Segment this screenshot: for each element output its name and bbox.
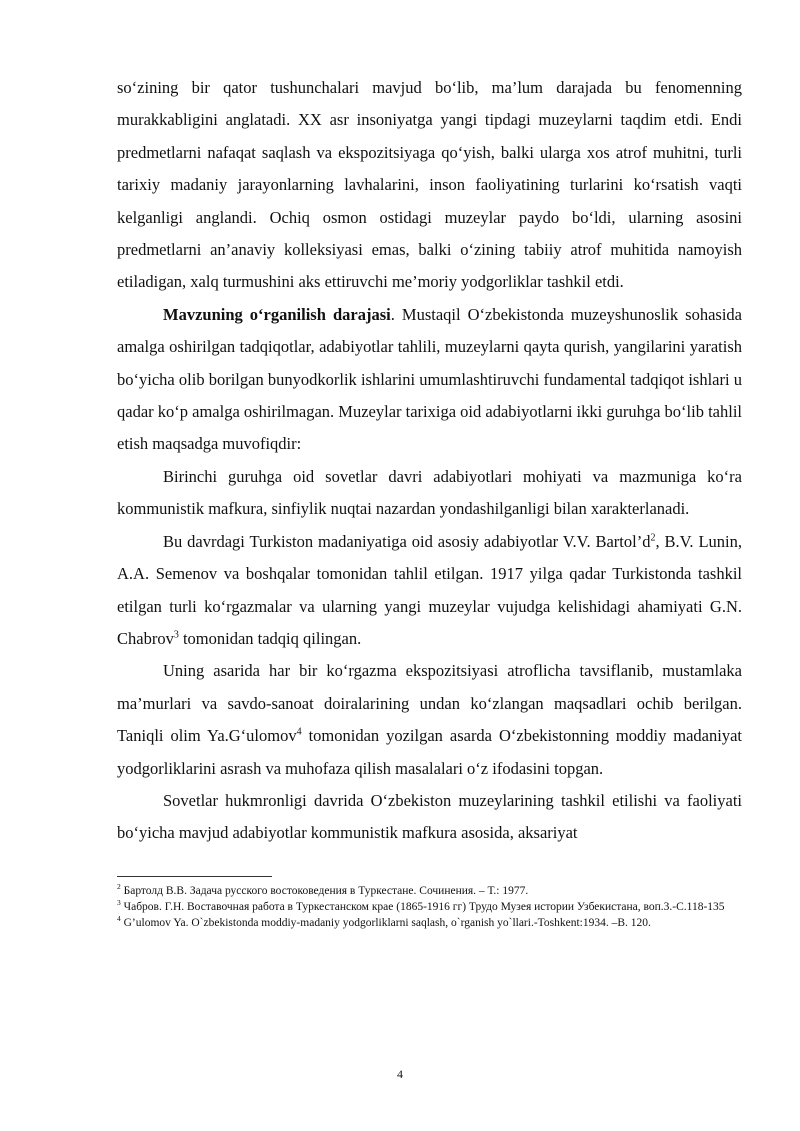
page-number: 4 — [397, 1067, 403, 1081]
footnote-text: G’ulomov Ya. O`zbekistonda moddiy-madaniy yodgorliklarni saqlash, o`rganish yo`llari.-Toshkent:1934. –B. 120. — [120, 916, 651, 929]
paragraph — [117, 299, 742, 461]
footnote-number: 3 — [117, 897, 121, 907]
footnote-ref[interactable]: 3 — [173, 629, 179, 641]
body-text — [117, 72, 742, 850]
section-heading-inline: Mavzuning o‘rganilish darajasi — [163, 304, 391, 324]
paragraph-text: , B.V. Lunin, A.A. Semenov va boshqalar tomonidan tahlil etilgan. 1917 yilga qadar Turkistonda tashkil etilgan turli ko‘rgazmalar va ularning yangi muzeylar vujudga kelishidagi ahamiyati G.N. Chabrov — [117, 531, 742, 648]
paragraph-text: Bu davrdagi Turkiston madaniyatiga oid asosiy adabiyotlar V.V. Bartol’d — [163, 531, 651, 551]
footnote — [117, 899, 742, 915]
footnote — [117, 883, 742, 899]
footnote-ref[interactable]: 2 — [650, 532, 656, 544]
paragraph-text: tomonidan tadqiq qilingan. — [178, 628, 362, 648]
footnote-number: 2 — [117, 881, 121, 891]
paragraph: Sovetlar hukmronligi davrida O‘zbekiston muzeylarining tashkil etilishi va faoliyati bo‘yicha mavjud adabiyotlar kommunistik mafkura asosida, aksariyat — [117, 790, 742, 843]
footnotes — [117, 883, 742, 931]
footnote-number: 4 — [117, 913, 121, 923]
paragraph-text: tomonidan yozilgan asarda O‘zbekistonning moddiy madaniyat yodgorliklarini asrash va muhofaza qilish masalalari o‘z ifodasini topgan. — [117, 726, 743, 778]
footnote-text: Чабров. Г.Н. Воставочная работа в Туркестанском крае (1865-1916 гг) Трудо Музея истории Узбекистана, воп.3.-С.118-135 — [120, 900, 725, 913]
paragraph: Birinchi guruhga oid sovetlar davri adabiyotlari mohiyati va mazmuniga ko‘ra kommunistik mafkura, sinfiylik nuqtai nazardan yondashilganligi bilan xarakterlanadi. — [117, 466, 742, 519]
footnote — [117, 915, 742, 931]
footnote-text: Бартолд В.В. Задача русского востоковедения в Туркестане. Сочинения. – Т.: 1977. — [120, 884, 529, 897]
paragraph — [117, 526, 742, 656]
footnote-separator — [117, 876, 272, 877]
paragraph-text: Uning asarida har bir ko‘rgazma ekspozitsiyasi atroflicha tavsiflanib, mustamlaka ma’murlari va savdo-sanoat doiralarining undan ko‘zlangan maqsadlari ochib berilgan. Taniqli olim Ya.G‘ulomov — [117, 661, 742, 746]
footnote-ref[interactable]: 4 — [296, 726, 302, 738]
paragraph — [117, 655, 742, 785]
paragraph-text: . Mustaqil O‘zbekistonda muzeyshunoslik sohasida amalga oshirilgan tadqiqotlar, adabiyotlar tahlili, muzeylarni qayta qurish, yangilarini yaratish bo‘yicha olib borilgan bunyodkorlik ishlarini umumlashtiruvchi fundamental tadqiqot ishlari u qadar ko‘p amalga oshirilmagan. Muzeylar tarixiga oid adabiyotlarni ikki guruhga bo‘lib tahlil etish maqsadga muvofiqdir: — [117, 304, 742, 454]
document-page — [117, 72, 742, 931]
paragraph: so‘zining bir qator tushunchalari mavjud bo‘lib, ma’lum darajada bu fenomenning murakkabligini anglatadi. XX asr insoniyatga yangi tipdagi muzeylarni taqdim etdi. Endi predmetlarni nafaqat saqlash va ekspozitsiyaga qo‘yish, balki ularga xos atrof muhitni, turli tarixiy madaniy jarayonlarning lavhalarini, inson faoliyatining turlarini ko‘rsatish vaqti kelganligi anglandi. Ochiq osmon ostidagi muzeylar paydo bo‘ldi, ularning asosini predmetlarni an’anaviy kolleksiyasi emas, balki o‘zining tabiiy atrof muhitida namoyish etiladigan, xalq turmushini aks ettiruvchi me’moriy yodgorliklar tashkil etdi. — [117, 78, 742, 292]
